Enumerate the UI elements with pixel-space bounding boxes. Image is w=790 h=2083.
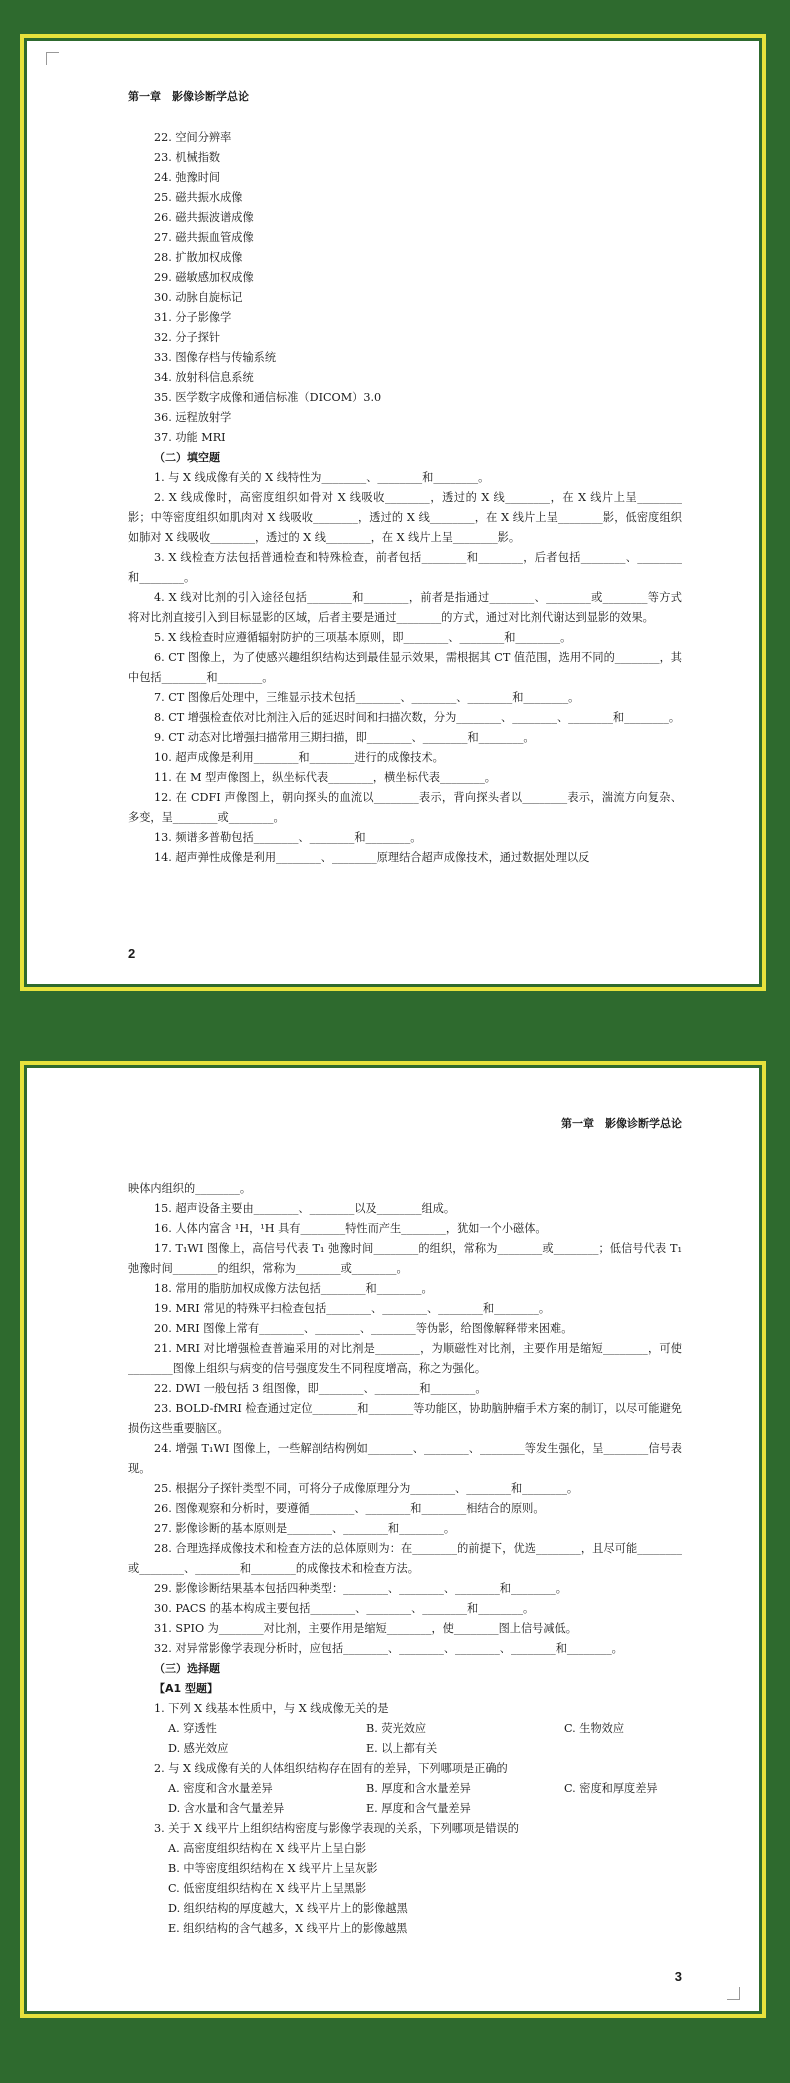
fill-in-question: 21. MRI 对比增强检查普遍采用的对比剂是________，为顺磁性对比剂，主要作用是缩短________，可使________图像上组织与病变的信号强度发生不同程度增高，称之为强化。 [128,1342,682,1375]
mcq-option: E. 以上都有关 [366,1742,438,1755]
fill-in-question: 18. 常用的脂肪加权成像方法包括________和________。 [154,1282,433,1295]
mcq-option: C. 生物效应 [564,1722,625,1735]
term-item: 30. 动脉自旋标记 [154,291,243,304]
fill-in-question: 27. 影像诊断的基本原则是________、________和________。 [154,1522,456,1535]
fill-in-question: 5. X 线检查时应遵循辐射防护的三项基本原则，即________、________和________。 [154,631,572,644]
term-item: 34. 放射科信息系统 [154,371,254,384]
term-item: 23. 机械指数 [154,151,221,164]
mcq-option: E. 组织结构的含气越多，X 线平片上的影像越黑 [168,1922,408,1935]
mcq-stem: 1. 下列 X 线基本性质中，与 X 线成像无关的是 [154,1702,389,1715]
subsection-heading-a1: 【A1 型题】 [154,1682,218,1695]
fill-in-question: 19. MRI 常见的特殊平扫检查包括________、________、________和________。 [154,1302,551,1315]
mcq-option: B. 厚度和含水量差异 [366,1782,471,1795]
mcq-option: C. 低密度组织结构在 X 线平片上呈黑影 [168,1882,367,1895]
mcq-stem: 3. 关于 X 线平片上组织结构密度与影像学表现的关系，下列哪项是错误的 [154,1822,519,1835]
continuation-line: 映体内组织的________。 [128,1182,252,1195]
term-item: 36. 远程放射学 [154,411,232,424]
page-body [128,1065,682,2014]
term-item: 35. 医学数字成像和通信标准（DICOM）3.0 [154,391,382,404]
fill-in-question: 12. 在 CDFI 声像图上，朝向探头的血流以________表示，背向探头者以________表示，湍流方向复杂、多变，呈________或________。 [128,791,682,824]
mcq-option: D. 组织结构的厚度越大，X 线平片上的影像越黑 [168,1902,408,1915]
mcq-item [128,1759,682,1819]
term-item: 33. 图像存档与传输系统 [154,351,277,364]
page-content [128,128,682,868]
mcq-item [128,1699,682,1759]
term-item: 28. 扩散加权成像 [154,251,243,264]
fill-in-question: 2. X 线成像时，高密度组织如骨对 X 线吸收________，透过的 X 线________，在 X 线片上呈________影；中等密度组织如肌肉对 X 线吸收________，透过的 X 线________，在 X 线片上呈________影，低密度组织如肺对 X 线吸收________，透过的 X 线________，在 X 线片上呈________影。 [128,491,682,544]
fill-in-question: 22. DWI 一般包括 3 组图像，即________、________和________。 [154,1382,487,1395]
mcq-option: B. 荧光效应 [366,1722,427,1735]
section-heading-fill-in: （二）填空题 [154,451,220,464]
term-item: 29. 磁敏感加权成像 [154,271,254,284]
page-number: 2 [128,946,136,961]
fill-in-question: 25. 根据分子探针类型不同，可将分子成像原理分为________、________和________。 [154,1482,579,1495]
multiple-choice-list [128,1699,682,1939]
term-item: 22. 空间分辨率 [154,131,232,144]
fill-in-question: 13. 频谱多普勒包括________、________和________。 [154,831,422,844]
fill-in-question: 6. CT 图像上，为了使感兴趣组织结构达到最佳显示效果，需根据其 CT 值范围，选用不同的________，其中包括________和________。 [128,651,682,684]
mcq-option: D. 含水量和含气量差异 [168,1802,285,1815]
book-page-2 [20,34,766,991]
term-list [128,128,682,448]
mcq-option: B. 中等密度组织结构在 X 线平片上呈灰影 [168,1862,378,1875]
term-item: 37. 功能 MRI [154,431,226,444]
fill-in-question: 28. 合理选择成像技术和检查方法的总体原则为：在________的前提下，优选________，且尽可能________或________、________和________的成像技术和检查方法。 [128,1542,682,1575]
crop-mark [727,1987,740,2000]
section-heading-choice: （三）选择题 [154,1662,220,1675]
mcq-option: A. 穿透性 [168,1722,217,1735]
mcq-item [128,1819,682,1939]
fill-in-question: 14. 超声弹性成像是利用________、________原理结合超声成像技术，通过数据处理以反 [154,851,590,864]
fill-in-question: 31. SPIO 为________对比剂，主要作用是缩短________，使________图上信号减低。 [154,1622,577,1635]
page-content [128,1179,682,1939]
term-item: 27. 磁共振血管成像 [154,231,254,244]
fill-in-question: 17. T₁WI 图像上，高信号代表 T₁ 弛豫时间________的组织，常称为________或________；低信号代表 T₁ 弛豫时间________的组织，常称为________或________。 [128,1242,682,1275]
fill-in-question: 10. 超声成像是利用________和________进行的成像技术。 [154,751,444,764]
mcq-option: E. 厚度和含气量差异 [366,1802,471,1815]
fill-in-question: 24. 增强 T₁WI 图像上，一些解剖结构例如________、________、________等发生强化，呈________信号表现。 [128,1442,682,1475]
fill-in-question-list [128,468,682,868]
mcq-options [128,1779,682,1819]
fill-in-question: 20. MRI 图像上常有________、________、________等伪影，给图像解释带来困难。 [154,1322,573,1335]
fill-in-question: 4. X 线对比剂的引入途径包括________和________，前者是指通过________、________或________等方式将对比剂直接引入到目标显影的区域，后者主要是通过________的方式，通过对比剂代谢达到显影的效果。 [128,591,682,624]
fill-in-question: 29. 影像诊断结果基本包括四种类型：________、________、________和________。 [154,1582,567,1595]
fill-in-question: 8. CT 增强检查依对比剂注入后的延迟时间和扫描次数，分为________、________、________和________。 [154,711,681,724]
running-head: 第一章 影像诊断学总论 [128,90,249,103]
mcq-options [128,1719,682,1759]
running-head: 第一章 影像诊断学总论 [561,1117,682,1130]
fill-in-question: 32. 对异常影像学表现分析时，应包括________、________、________、________和________。 [154,1642,623,1655]
fill-in-question: 9. CT 动态对比增强扫描常用三期扫描，即________、________和________。 [154,731,535,744]
mcq-options [128,1839,682,1939]
term-item: 24. 弛豫时间 [154,171,221,184]
crop-mark [46,52,59,65]
term-item: 31. 分子影像学 [154,311,232,324]
term-item: 25. 磁共振水成像 [154,191,243,204]
mcq-stem: 2. 与 X 线成像有关的人体组织结构存在固有的差异，下列哪项是正确的 [154,1762,508,1775]
page-body [128,38,682,987]
fill-in-question-list [128,1199,682,1659]
fill-in-question: 15. 超声设备主要由________、________以及________组成。 [154,1202,456,1215]
fill-in-question: 16. 人体内富含 ¹H，¹H 具有________特性而产生________，犹如一个小磁体。 [154,1222,547,1235]
page-number: 3 [674,1969,682,1984]
mcq-option: A. 高密度组织结构在 X 线平片上呈白影 [168,1842,367,1855]
fill-in-question: 11. 在 M 型声像图上，纵坐标代表________，横坐标代表________。 [154,771,496,784]
fill-in-question: 23. BOLD-fMRI 检查通过定位________和________等功能区，协助脑肿瘤手术方案的制订，以尽可能避免损伤这些重要脑区。 [128,1402,682,1435]
mcq-option: D. 感光效应 [168,1742,229,1755]
book-page-3 [20,1061,766,2018]
mcq-option: A. 密度和含水量差异 [168,1782,273,1795]
fill-in-question: 26. 图像观察和分析时，要遵循________、________和________相结合的原则。 [154,1502,545,1515]
fill-in-question: 7. CT 图像后处理中，三维显示技术包括________、________、________和________。 [154,691,580,704]
fill-in-question: 3. X 线检查方法包括普通检查和特殊检查，前者包括________和________，后者包括________、________和________。 [128,551,682,584]
mcq-option: C. 密度和厚度差异 [564,1782,658,1795]
term-item: 26. 磁共振波谱成像 [154,211,254,224]
fill-in-question: 30. PACS 的基本构成主要包括________、________、________和________。 [154,1602,535,1615]
fill-in-question: 1. 与 X 线成像有关的 X 线特性为________、________和________。 [154,471,490,484]
term-item: 32. 分子探针 [154,331,221,344]
